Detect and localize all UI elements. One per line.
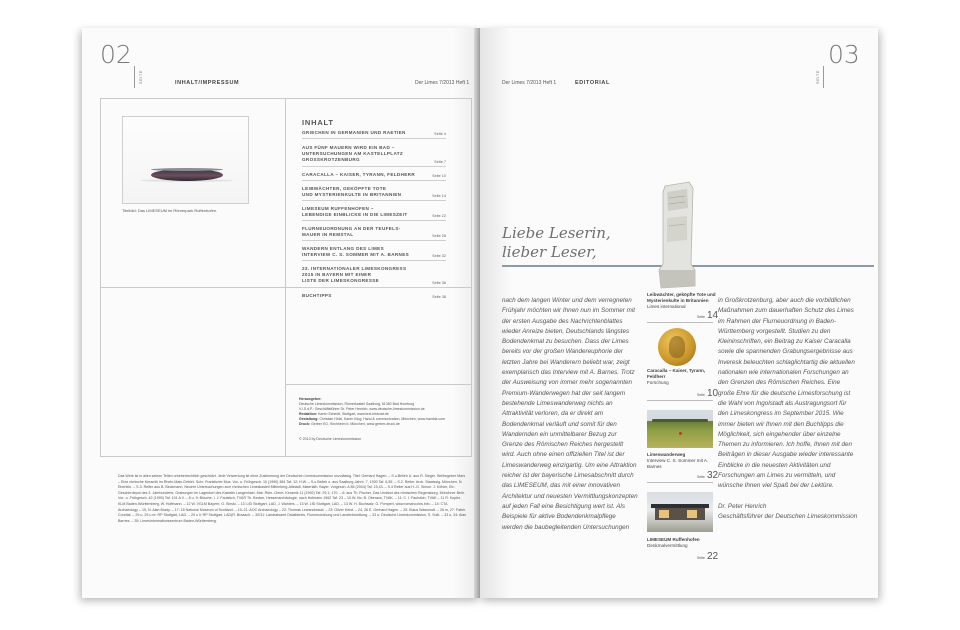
toc-entry-page: Seite 36 (432, 280, 446, 285)
teaser-divider (647, 482, 713, 483)
toc-entry-title: LIMESEUM RUFFENHOFEN – LEBENDIGE EINBLICKE IN DIE LIMESZEIT (302, 206, 408, 218)
imprint-redaktion-label: Redaktion: (299, 412, 318, 416)
teaser-page (697, 470, 718, 481)
teaser-caption[interactable] (647, 292, 719, 310)
teaser-page-number: 14 (706, 310, 719, 321)
grid-toc-column (285, 98, 472, 385)
toc-entry-title: CARACALLA – KAISER, TYRANN, FELDHERR (302, 172, 415, 177)
teaser-title: Leibwächter, geköpfte Tote und Mysterienkulte in Britannien (647, 292, 716, 303)
teaser-caption[interactable] (647, 537, 719, 549)
toc-entry-page: Seite 10 (432, 174, 446, 179)
teaser-divider (647, 322, 713, 323)
imprint-copyright: © 2013 by Deutsche Limeskommission (299, 437, 362, 441)
toc-divider (302, 220, 446, 221)
toc-entry[interactable] (302, 172, 446, 178)
toc-divider (302, 166, 446, 167)
teaser-title: Caracalla – Kaiser, Tyrann, Feldherr (647, 368, 706, 379)
teaser-caption[interactable] (647, 368, 719, 386)
right-header-divider (823, 66, 824, 88)
teaser-title: LIMESEUM Ruffenhofen (647, 537, 700, 542)
cover-image (122, 116, 249, 204)
signature-name: Dr. Peter Henrich (718, 503, 767, 510)
toc-divider (302, 287, 446, 288)
tree-line-shape (652, 419, 708, 422)
limeseum-roof-shape (151, 168, 223, 171)
toc-entry-title: GRIECHEN IN GERMANIEN UND RAETIEN (302, 130, 406, 135)
toc-entry-title: 23. INTERNATIONALER LIMESKONGRESS 2015 IN BAYERN MIT EINER LISTE DER LIMESKONGRESSE (302, 266, 407, 284)
toc-divider (302, 200, 446, 201)
limeswanderweg-photo (647, 410, 713, 448)
imprint-herausgeber-label: Herausgeber: (299, 397, 322, 401)
toc-entry[interactable] (302, 206, 446, 218)
red-marker-shape (679, 432, 682, 435)
toc-entry-page: Seite 38 (432, 295, 446, 300)
left-page-number: 02 (100, 40, 132, 69)
right-seite-label: SEITE (815, 70, 820, 85)
toc-entry-page: Seite 7 (434, 159, 446, 164)
teaser-page (697, 388, 718, 399)
toc-divider (302, 260, 446, 261)
imprint-gestaltung-label: Gestaltung: (299, 417, 319, 421)
teaser-subtitle: Denkmalvermittlung (647, 543, 688, 548)
toc-entry[interactable] (302, 186, 446, 198)
teaser-seite-label: Seite (697, 393, 705, 397)
toc-title: INHALT (302, 118, 334, 127)
window-shape (659, 510, 669, 518)
signature (718, 502, 857, 523)
toc-divider (302, 240, 446, 241)
teaser-page-number: 32 (706, 470, 719, 481)
toc-entry-title: LEIBWÄCHTER, GEKÖPFTE TOTE UND MYSTERIENKULTE IN BRITANNIEN (302, 186, 402, 198)
teaser-page (697, 310, 718, 321)
left-section-header: INHALT/IMPRESSUM (175, 80, 240, 86)
left-issue-label: Der Limes 7/2013 Heft 1 (415, 80, 470, 86)
limeseum-photo (647, 492, 713, 532)
toc-entry-title: WANDERN ENTLANG DES LIMES INTERVIEW C. S. SOMMER MIT A. BARNES (302, 246, 410, 258)
picture-credits: Das Werk ist in allen seinen Teilen urheberrechtlich geschützt. Jede Verwertung ist ohne Zustimmung der Deutschen Limeskommission unzulässig. Titel: Gerhard Hagen. – S.u.Belleh U. aus R. Sieger. Weihegeber Mars – Eine römische Keramik im Rhein-Main-Gebiet. Schr. Frankfurter Mus. Vor- u. Frühgesch. 10 (1990) 384 Taf. 12; H.W. – S.u.Belleh u. aus Saalburg-Jahrb. 7, 1930 Taf. 6,55. – S.2. Reiter. Arch. Staatsslg. München, N. Eberlein. – S.3. Reiter aus B. Beckmann, Neuere Untersuchungen zum römischen Limeskastell Miltenberg-Altstadt. Materialh. Bayer. Vorgesch. A 85 (2004) Taf. 15,43. – S.4 Reiter aus H.-G. Simon. J. Köhler, Ein Geschirrdepot des 3. Jahrhunderts. Grabungen im Lagerdorf des Kastells Langenhain. Mat. Röm.-Germ. Keramik 11 (1992) Taf. 29,1; 170. – 6: aus Th. Fischer, Das Umland des römischen Regensburg. Münchner Beitr. Vor- u. Frühgesch. 42 (1990) Taf. 101 A 9. – 8 u. 9: Büsche, I. J. Faulstich, TVAR Th. Becker, Hessenarchäologie, nach Hofmann 1962 Taf. 23 – 10 W. Ilic; B. Oberaus, TVAK. – 11: C. I. Faulstich, TVAK – 11 R. Kopler. KLM Baden-Württemberg, W. Hoffmann. – 12 W. VGLM Bayern; G. Sinski. – 13: LfD Stuttgart, LAD, J. Wahlers. – 13 W. LfD Stuttgart, LAD. – 13 W. H. Buchsatz; G. Pomperl, www.romancoins.info. – 14: CTA Archaeology – 15, N. Alan Brady. – 17: 18 National Museum of Scotland. – 19–21: AOC Archaeology – 22: Thomas Lewandowski. – 23: Oliver Heist. – 24, 26 E. Gerhard Hagen. – 25: Klaus Wassmutt. – 26 m, 27: Faber Courtial. – 29 u, 29 u re: RP Stuttgart, LAD. – 29 u li: RP Stuttgart, LAD(R. Braasch. – 30/31: Landratsamt Ostalbkreis, Flurneuordnung und Landentwicklung. – 33 u: Deutsche Limeskommission, S. Sulk. – 33 u, 34: Alan Barnes. – 35: Limesinformationszentrum Baden-Württemberg. (118, 474, 467, 523)
toc-entry[interactable] (302, 266, 446, 285)
right-section-header: EDITORIAL (575, 80, 610, 86)
teaser-seite-label: Seite (697, 315, 705, 319)
toc-entry[interactable] (302, 145, 446, 164)
editorial-column-left (502, 296, 638, 533)
toc-entry-title: BUCHTIPPS (302, 293, 332, 298)
imprint-redaktion-text: Karen Schmitt, Stuttgart, www.text-lektorat.de (318, 412, 389, 416)
toc-entry-title: AUS FÜNF MAUERN WIRD EIN BAD – UNTERSUCHUNGEN AM KASTELLPLATZ GROSSKROTZENBURG (302, 145, 404, 163)
toc-entry-page: Seite 14 (432, 194, 446, 199)
grid-footer-rule (100, 456, 472, 458)
teaser-caption[interactable] (647, 452, 719, 470)
roman-stone-image (655, 178, 699, 290)
teaser-page-number: 10 (706, 388, 719, 399)
toc-entry-title: FLURNEUORDNUNG AN DER TEUFELS- MAUER IN REMSTAL (302, 226, 401, 238)
editorial-text-left: nach dem langen Winter und dem verregneten Frühjahr möchten wir Ihnen nun im Sommer mit der ersten Ausgabe des Nachrichtenblattes wieder Anreize bieten, Deutschlands längstes Bodendenkmal zu besuchen. Dass der Limes bereits vor der großen Wandereuphorie der letzten Jahre bei Wanderern beliebt war, zeigt exemplarisch das Interview mit A. Barnes. Trotz der Ausweisung von immer mehr sogenannten Premium-Wanderwegen hat der seit langem bestehende Limeswanderweg nichts an Attraktivität verloren, da er direkt am Bodendenkmal verläuft und somit für den Wandernden ein unmittelbarer Bezug zur Grenze des Römischen Reiches hergestellt wird. Auch ohne einen offiziellen Titel ist der Limeswanderweg einzigartig. Um eine Attraktion reicher ist der bayerische Limesabschnitt durch das LIMESEUM, das mit einer innovativen Architektur und neuesten Vermittlungskonzepten auf jeden Fall eine Besichtigung wert ist. Als Beispiele für aktive Bodendenkmalpflege werden die baubegleitenden Untersuchungen (502, 297, 638, 531)
toc-entry-page: Seite 22 (432, 214, 446, 219)
imprint-druck-text: Gerber KG, Kirchheim b. München, www.gerber-druck.de (311, 422, 400, 426)
teaser-page-number: 22 (706, 551, 719, 562)
teaser-page (697, 551, 718, 562)
editorial-text-right: in Großkrotzenburg, aber auch die vorbildlichen Maßnahmen zum dauerhaften Schutz des Limes im Rahmen der Flurneuordnung in Baden-Württemberg vorgestellt. Studien zu den Kleininschriften, ein Beitrag zu Kaiser Caracalla sowie die spannenden Grabungsergebnisse aus Inveresk beleuchten schlaglichtartig die aktuellen nationalen wie internationalen Forschungen an den Grenzen des Römischen Reiches. Eine große Ehre für die deutsche Limesforschung ist die Wahl von Ingolstadt als Austragungsort für den Limeskongress im September 2015. Wie immer bieten wir Ihnen mit den Buchtipps die Möglichkeit, sich eingehender über einzelne Themen zu informieren. Ich hoffe, Ihnen mit den Beiträgen in dieser Ausgabe wieder interessante Einblicke in die neuesten Aktivitäten und Forschungen am Limes zu vermitteln, und wünsche Ihnen viel Spaß bei der Lektüre. (718, 297, 855, 490)
toc-entry-page: Seite 32 (432, 254, 446, 259)
cover-caption: Titelbild: Das LIMESEUM im Römerpark Ruffenhofen. (122, 208, 218, 213)
toc-entry[interactable] (302, 130, 446, 136)
toc-entry-page: Seite 4 (434, 132, 446, 137)
teaser-seite-label: Seite (697, 475, 705, 479)
teaser-title: Limeswanderweg (647, 452, 686, 457)
headline-line-2: lieber Leser, (502, 243, 597, 261)
toc-entry[interactable] (302, 246, 446, 258)
headline-line-1: Liebe Leserin, (502, 224, 611, 242)
right-page-number: 03 (828, 40, 860, 69)
coin-portrait-shape (669, 336, 685, 358)
imprint-gestaltung-text: Christian Hölzl, Karen Klug; Hand & communication, München, www.handds.com (319, 417, 446, 421)
left-seite-label: SEITE (138, 70, 143, 85)
teaser-seite-label: Seite (697, 556, 705, 560)
toc-divider (302, 138, 446, 139)
toc-entry[interactable] (302, 293, 446, 299)
grid-mid-left (100, 287, 286, 457)
imprint (299, 397, 469, 427)
right-issue-label: Der Limes 7/2013 Heft 1 (502, 80, 557, 86)
teaser-subtitle: Interview C. S. Sommer mit A. Barnes (647, 458, 709, 469)
teaser-subtitle: Forschung (647, 380, 669, 385)
imprint-herausgeber-text: Deutsche Limeskommission, Römerkastell Saalburg, 61350 Bad Homburg (299, 402, 415, 406)
toc-divider (302, 180, 446, 181)
teaser-subtitle: Limes international (647, 304, 686, 309)
left-header-divider (134, 66, 135, 88)
toc-entry[interactable] (302, 226, 446, 238)
window-shape (687, 510, 697, 518)
teaser-divider (647, 400, 713, 401)
editorial-column-right (718, 296, 856, 492)
caracalla-coin-image (658, 328, 696, 366)
signature-title: Geschäftsführer der Deutschen Limeskommission (718, 513, 858, 521)
imprint-visdp-text: V.i.S.d.P.: Geschäftsführer Dr. Peter Henrich, www.deutsche-limeskommission.de (299, 407, 425, 411)
toc-entry-page: Seite 28 (432, 234, 446, 239)
imprint-druck-label: Druck: (299, 422, 311, 426)
